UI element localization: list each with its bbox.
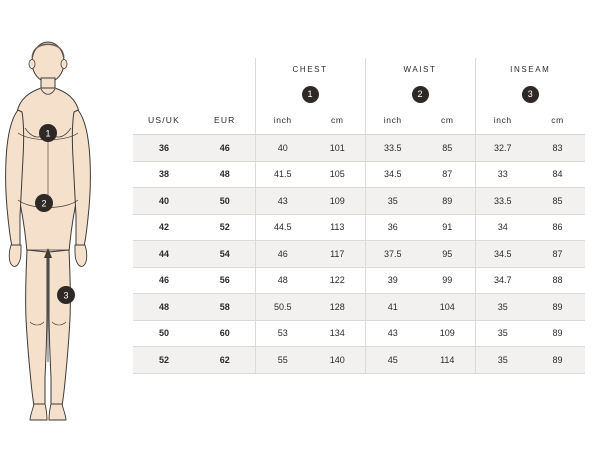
size-cell-chest-cm: 122 bbox=[310, 267, 365, 294]
size-cell-waist-inch: 37.5 bbox=[365, 241, 420, 268]
size-cell-inseam-inch: 34.5 bbox=[475, 241, 530, 268]
size-cell-waist-cm: 95 bbox=[420, 241, 475, 268]
size-cell-chest-inch: 50.5 bbox=[255, 294, 310, 321]
group-header-row bbox=[133, 58, 585, 80]
table-row bbox=[133, 241, 585, 268]
group-label-inseam: INSEAM bbox=[475, 58, 585, 80]
size-cell-inseam-cm: 83 bbox=[530, 135, 585, 162]
size-cell-inseam-cm: 88 bbox=[530, 267, 585, 294]
header-chest-cm: cm bbox=[310, 106, 365, 135]
size-cell-eur: 62 bbox=[195, 347, 255, 374]
group-label-waist: WAIST bbox=[365, 58, 475, 80]
size-cell-waist-cm: 91 bbox=[420, 214, 475, 241]
figure-marker-3 bbox=[57, 286, 75, 304]
badge-cell-chest bbox=[255, 80, 365, 106]
header-inseam-inch: inch bbox=[475, 106, 530, 135]
size-cell-us-uk: 38 bbox=[133, 161, 195, 188]
size-cell-waist-cm: 104 bbox=[420, 294, 475, 321]
badge-spacer-2 bbox=[195, 80, 255, 106]
size-cell-chest-cm: 140 bbox=[310, 347, 365, 374]
size-cell-inseam-inch: 34 bbox=[475, 214, 530, 241]
size-table-wrap bbox=[133, 58, 585, 374]
size-cell-inseam-inch: 35 bbox=[475, 347, 530, 374]
size-cell-inseam-cm: 84 bbox=[530, 161, 585, 188]
badge-row bbox=[133, 80, 585, 106]
size-cell-waist-inch: 36 bbox=[365, 214, 420, 241]
size-cell-chest-inch: 40 bbox=[255, 135, 310, 162]
size-cell-chest-inch: 53 bbox=[255, 320, 310, 347]
table-row bbox=[133, 320, 585, 347]
size-cell-inseam-cm: 89 bbox=[530, 347, 585, 374]
size-table-body bbox=[133, 135, 585, 374]
size-cell-chest-cm: 134 bbox=[310, 320, 365, 347]
size-cell-us-uk: 40 bbox=[133, 188, 195, 215]
size-cell-eur: 46 bbox=[195, 135, 255, 162]
size-cell-chest-cm: 113 bbox=[310, 214, 365, 241]
size-cell-us-uk: 42 bbox=[133, 214, 195, 241]
size-cell-us-uk: 36 bbox=[133, 135, 195, 162]
size-cell-inseam-inch: 35 bbox=[475, 294, 530, 321]
size-cell-waist-inch: 35 bbox=[365, 188, 420, 215]
size-cell-us-uk: 50 bbox=[133, 320, 195, 347]
size-cell-inseam-cm: 89 bbox=[530, 320, 585, 347]
size-cell-waist-inch: 33.5 bbox=[365, 135, 420, 162]
size-cell-eur: 48 bbox=[195, 161, 255, 188]
size-cell-waist-cm: 85 bbox=[420, 135, 475, 162]
figure-marker-2 bbox=[35, 194, 53, 212]
size-cell-inseam-cm: 86 bbox=[530, 214, 585, 241]
size-cell-chest-cm: 101 bbox=[310, 135, 365, 162]
size-cell-inseam-inch: 34.7 bbox=[475, 267, 530, 294]
header-eur: EUR bbox=[195, 106, 255, 135]
size-cell-waist-inch: 43 bbox=[365, 320, 420, 347]
svg-text:3: 3 bbox=[63, 290, 69, 301]
size-cell-us-uk: 44 bbox=[133, 241, 195, 268]
size-cell-inseam-inch: 33 bbox=[475, 161, 530, 188]
badge-chest: 1 bbox=[302, 86, 319, 103]
size-cell-inseam-inch: 33.5 bbox=[475, 188, 530, 215]
size-cell-inseam-cm: 85 bbox=[530, 188, 585, 215]
size-cell-chest-cm: 105 bbox=[310, 161, 365, 188]
badge-inseam: 3 bbox=[522, 86, 539, 103]
svg-text:1: 1 bbox=[45, 128, 51, 139]
size-cell-inseam-cm: 89 bbox=[530, 294, 585, 321]
size-cell-inseam-cm: 87 bbox=[530, 241, 585, 268]
figure-marker-1 bbox=[39, 124, 57, 142]
size-cell-us-uk: 48 bbox=[133, 294, 195, 321]
body-silhouette bbox=[6, 42, 91, 420]
header-inseam-cm: cm bbox=[530, 106, 585, 135]
size-cell-chest-cm: 128 bbox=[310, 294, 365, 321]
size-cell-eur: 58 bbox=[195, 294, 255, 321]
group-spacer-2 bbox=[195, 58, 255, 80]
unit-header-row bbox=[133, 106, 585, 135]
size-cell-waist-inch: 34.5 bbox=[365, 161, 420, 188]
size-cell-waist-cm: 99 bbox=[420, 267, 475, 294]
group-label-chest: CHEST bbox=[255, 58, 365, 80]
size-cell-eur: 60 bbox=[195, 320, 255, 347]
badge-cell-waist bbox=[365, 80, 475, 106]
size-cell-waist-inch: 45 bbox=[365, 347, 420, 374]
svg-text:2: 2 bbox=[41, 198, 47, 209]
header-chest-inch: inch bbox=[255, 106, 310, 135]
size-cell-chest-inch: 44.5 bbox=[255, 214, 310, 241]
size-cell-eur: 52 bbox=[195, 214, 255, 241]
size-cell-waist-cm: 89 bbox=[420, 188, 475, 215]
badge-cell-inseam bbox=[475, 80, 585, 106]
size-cell-chest-cm: 117 bbox=[310, 241, 365, 268]
body-measurement-figure bbox=[0, 0, 130, 450]
size-cell-chest-inch: 41.5 bbox=[255, 161, 310, 188]
table-row bbox=[133, 135, 585, 162]
group-spacer-1 bbox=[133, 58, 195, 80]
header-us-uk: US/UK bbox=[133, 106, 195, 135]
size-cell-inseam-inch: 32.7 bbox=[475, 135, 530, 162]
size-cell-chest-inch: 48 bbox=[255, 267, 310, 294]
table-row bbox=[133, 161, 585, 188]
header-waist-cm: cm bbox=[420, 106, 475, 135]
table-row bbox=[133, 347, 585, 374]
size-cell-eur: 50 bbox=[195, 188, 255, 215]
table-row bbox=[133, 267, 585, 294]
badge-spacer-1 bbox=[133, 80, 195, 106]
size-cell-chest-inch: 46 bbox=[255, 241, 310, 268]
size-table bbox=[133, 58, 585, 374]
table-row bbox=[133, 188, 585, 215]
size-cell-waist-inch: 41 bbox=[365, 294, 420, 321]
size-cell-eur: 56 bbox=[195, 267, 255, 294]
size-cell-waist-cm: 87 bbox=[420, 161, 475, 188]
badge-waist: 2 bbox=[412, 86, 429, 103]
size-cell-us-uk: 46 bbox=[133, 267, 195, 294]
table-row bbox=[133, 294, 585, 321]
size-cell-waist-cm: 114 bbox=[420, 347, 475, 374]
table-row bbox=[133, 214, 585, 241]
size-cell-chest-inch: 55 bbox=[255, 347, 310, 374]
header-waist-inch: inch bbox=[365, 106, 420, 135]
size-cell-chest-inch: 43 bbox=[255, 188, 310, 215]
size-cell-inseam-inch: 35 bbox=[475, 320, 530, 347]
size-cell-us-uk: 52 bbox=[133, 347, 195, 374]
size-cell-chest-cm: 109 bbox=[310, 188, 365, 215]
size-cell-eur: 54 bbox=[195, 241, 255, 268]
size-cell-waist-cm: 109 bbox=[420, 320, 475, 347]
size-cell-waist-inch: 39 bbox=[365, 267, 420, 294]
